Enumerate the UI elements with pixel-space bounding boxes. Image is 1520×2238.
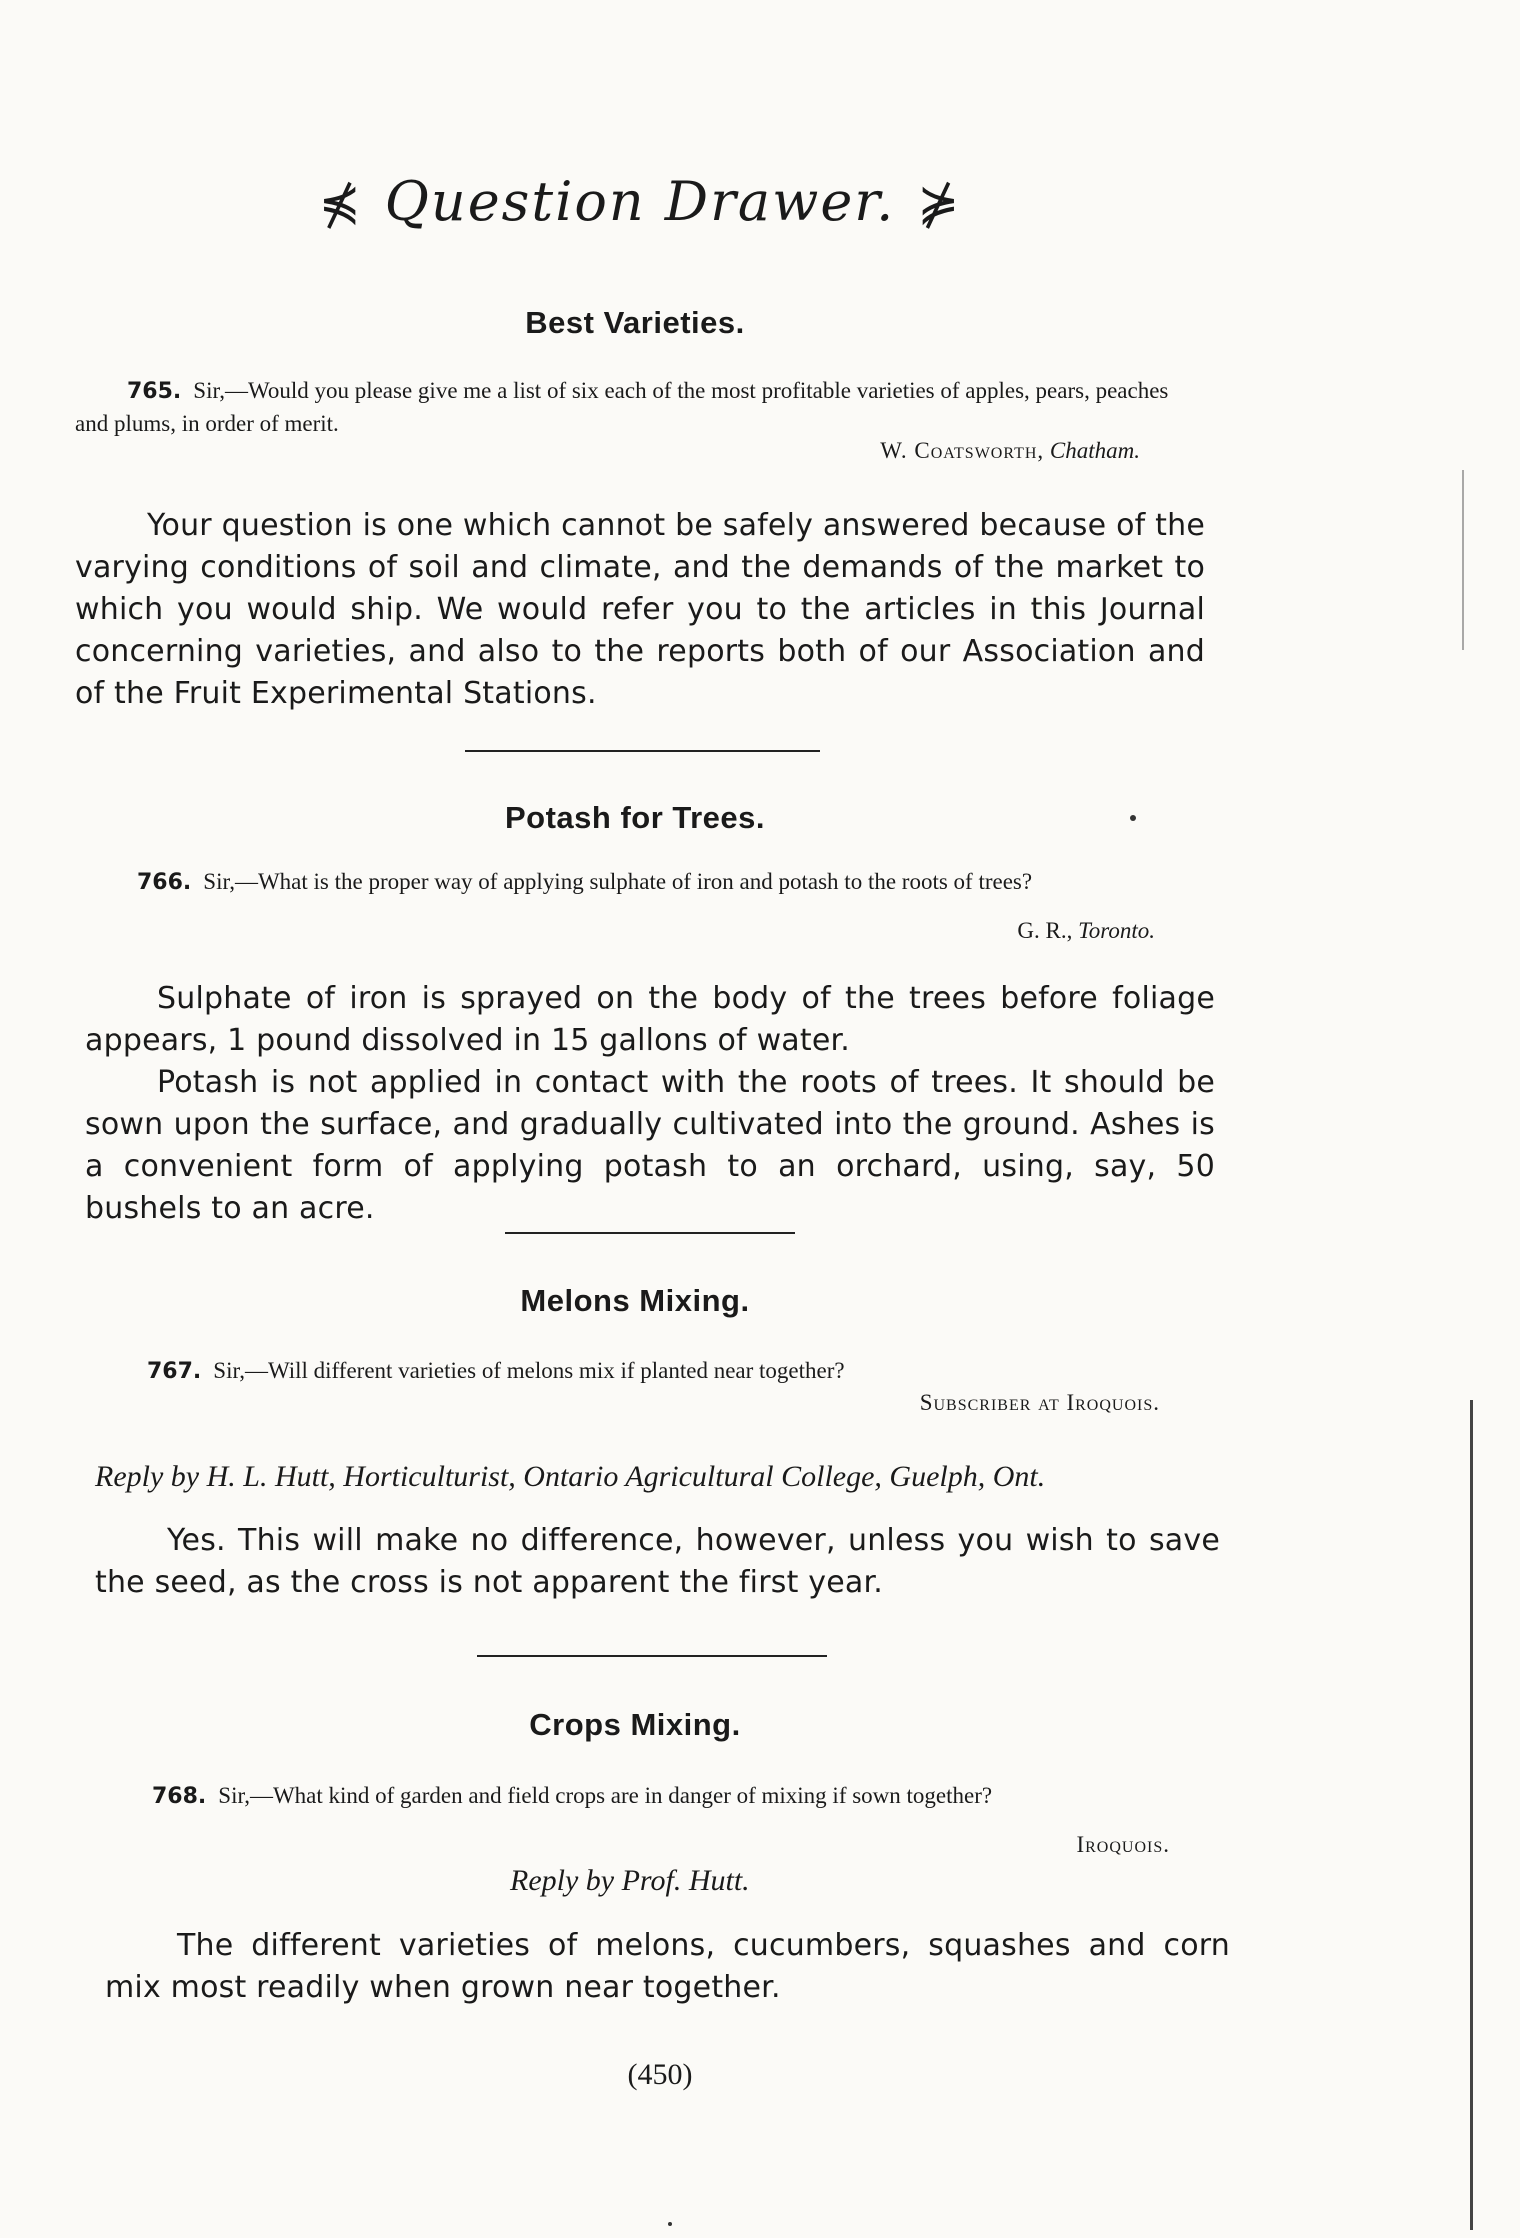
section-potash-for-trees [0, 800, 1520, 836]
reply-attribution: Reply by H. L. Hutt, Horticulturist, Ontario Agricultural College, Guelph, Ont. [95, 1460, 1046, 1493]
question-number: 767. [147, 1359, 202, 1384]
page-title [0, 170, 1280, 233]
question-text: Sir,—What is the proper way of applying sulphate of iron and potash to the roots of trees? [203, 869, 1033, 894]
section-divider [465, 750, 820, 752]
answer-766 [85, 978, 1215, 1230]
answer-765 [75, 505, 1205, 715]
signature [700, 1390, 1160, 1416]
stray-mark [668, 2222, 672, 2226]
signature-name: G. R., [1017, 918, 1073, 943]
question-766 [85, 866, 1215, 899]
answer-paragraph: Potash is not applied in contact with the roots of trees. It should be sown upon the surface, and gradually cultivated into the ground. Ashes is a convenient form of applying potash to an orchard, using, say, 50 bushels to an acre. [85, 1065, 1215, 1226]
signature-name: Iroquois. [1076, 1832, 1170, 1857]
question-767 [95, 1355, 1225, 1388]
section-heading: Melons Mixing. [520, 1283, 750, 1318]
section-best-varieties [0, 305, 1520, 341]
ornament-right-icon: ⋡ [917, 174, 962, 232]
question-text: Sir,—Will different varieties of melons mix if planted near together? [213, 1358, 845, 1383]
answer-767 [95, 1520, 1220, 1604]
section-divider [505, 1232, 795, 1234]
signature-name: Subscriber at Iroquois. [919, 1390, 1160, 1415]
signature [800, 918, 1155, 944]
scan-edge-mark [1462, 470, 1464, 650]
question-text: Sir,—Would you please give me a list of six each of the most profitable varieties of apples, pears, peaches and plums, in order of merit. [75, 378, 1169, 436]
section-melons-mixing [0, 1283, 1520, 1319]
signature [600, 438, 1140, 464]
question-768 [100, 1780, 1230, 1813]
answer-768 [105, 1925, 1230, 2009]
answer-paragraph: The different varieties of melons, cucumbers, squashes and corn mix most readily when grown near together. [105, 1928, 1230, 2005]
section-divider [477, 1655, 827, 1657]
signature-place: Toronto. [1078, 918, 1155, 943]
section-crops-mixing [0, 1707, 1520, 1743]
question-text: Sir,—What kind of garden and field crops are in danger of mixing if sown together? [218, 1783, 993, 1808]
stray-mark [1130, 815, 1136, 821]
question-765 [75, 375, 1195, 440]
signature-place: Chatham. [1049, 438, 1140, 463]
answer-paragraph: Sulphate of iron is sprayed on the body of the trees before foliage appears, 1 pound dissolved in 15 gallons of water. [85, 981, 1215, 1058]
answer-paragraph: Yes. This will make no difference, however, unless you wish to save the seed, as the cross is not apparent the first year. [95, 1523, 1220, 1600]
signature-name: W. Coatsworth, [880, 438, 1045, 463]
section-heading: Best Varieties. [525, 305, 745, 340]
reply-attribution: Reply by Prof. Hutt. [510, 1864, 750, 1897]
signature [900, 1832, 1170, 1858]
ornament-left-icon: ⋠ [318, 174, 363, 232]
question-number: 768. [152, 1784, 207, 1809]
question-number: 766. [137, 870, 192, 895]
page-title-text: Question Drawer. [384, 170, 896, 233]
section-heading: Potash for Trees. [504, 800, 766, 835]
scan-edge-mark [1470, 1400, 1473, 2230]
answer-paragraph: Your question is one which cannot be safely answered because of the varying conditions of soil and climate, and the demands of the market to which you would ship. We would refer you to the articles in this Journal concerning varieties, and also to the reports both of our Association and of the Fruit Experimental Stations. [75, 508, 1205, 711]
section-heading: Crops Mixing. [529, 1707, 741, 1742]
page-number: (450) [627, 2058, 693, 2091]
question-number: 765. [127, 379, 182, 404]
